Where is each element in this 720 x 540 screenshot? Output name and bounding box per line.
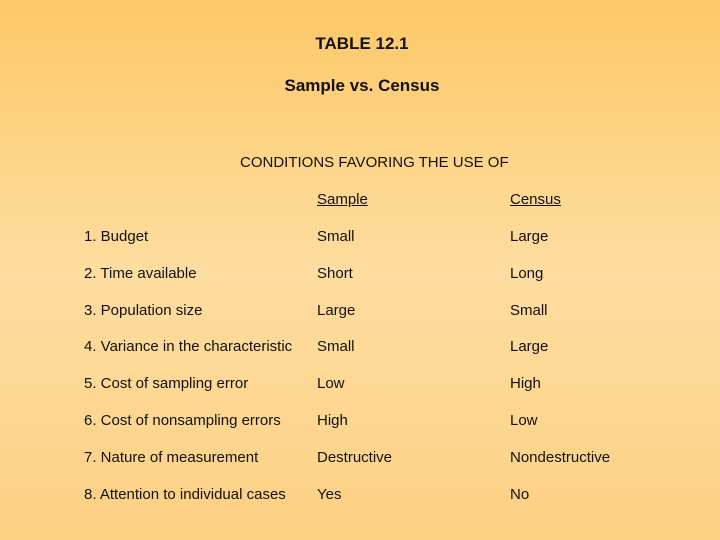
table-row (0, 265, 720, 285)
row-sample-value: Yes (317, 486, 342, 503)
row-census-value: No (510, 486, 530, 503)
table-row (0, 486, 720, 506)
row-sample-value: Small (317, 228, 355, 245)
row-census-value: Large (510, 228, 549, 245)
column-header-census: Census (510, 191, 561, 208)
table-row (0, 449, 720, 469)
row-census-value: Nondestructive (510, 449, 611, 466)
row-sample-value: Short (317, 265, 353, 282)
row-census-value: Low (510, 412, 538, 429)
row-census-value: Long (510, 265, 544, 282)
column-header-sample: Sample (317, 191, 368, 208)
row-label: 1. Budget (84, 228, 149, 245)
table-row (0, 338, 720, 358)
table-title: Sample vs. Census (284, 76, 440, 95)
row-census-value: Large (510, 338, 549, 355)
row-label: 8. Attention to individual cases (84, 486, 286, 503)
conditions-heading: CONDITIONS FAVORING THE USE OF (240, 154, 509, 171)
row-sample-value: Small (317, 338, 355, 355)
row-sample-value: Large (317, 302, 356, 319)
row-label: 6. Cost of nonsampling errors (84, 412, 281, 429)
table-row (0, 412, 720, 432)
table-row (0, 228, 720, 248)
row-label: 2. Time available (84, 265, 197, 282)
row-census-value: High (510, 375, 541, 392)
row-sample-value: Destructive (317, 449, 393, 466)
row-sample-value: High (317, 412, 348, 429)
table-row (0, 302, 720, 322)
table-number: TABLE 12.1 (315, 34, 409, 53)
row-label: 3. Population size (84, 302, 203, 319)
row-label: 7. Nature of measurement (84, 449, 259, 466)
table-row (0, 375, 720, 395)
row-census-value: Small (510, 302, 548, 319)
row-sample-value: Low (317, 375, 345, 392)
row-label: 4. Variance in the characteristic (84, 338, 293, 355)
row-label: 5. Cost of sampling error (84, 375, 249, 392)
